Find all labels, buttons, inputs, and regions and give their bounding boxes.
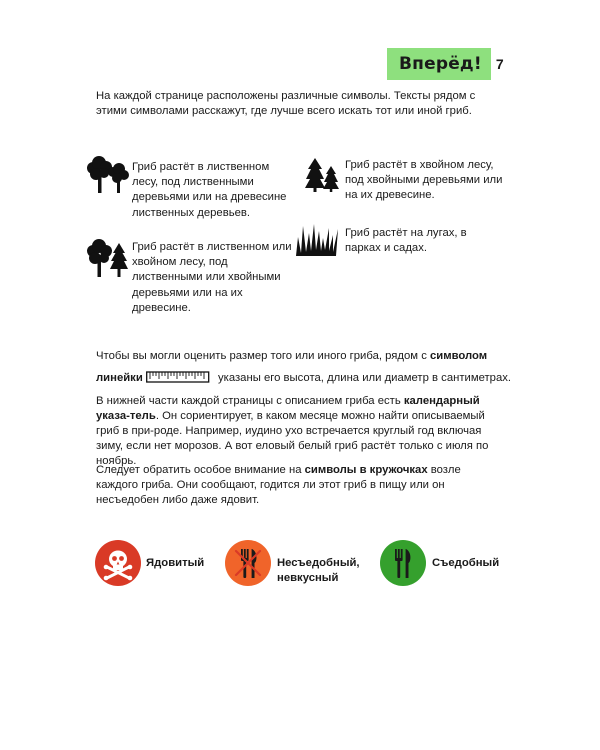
ruler-line2-bold: линейки [96, 372, 143, 384]
circles-text-bold: символы в кружочках [304, 464, 428, 476]
page-number: 7 [495, 56, 504, 72]
poisonous-badge [95, 540, 141, 586]
ruler-paragraph-line1 [96, 349, 516, 364]
page-header-badge [387, 48, 504, 80]
deciduous-trees-icon [85, 155, 131, 195]
circles-paragraph [96, 463, 500, 508]
calendar-text-suffix: . Он сориентирует, в каком месяце можно найти описываемый гриб в при-роде. Например, иудино ухо встречается круглый год включая зиму, если нет морозов. А вот еловый белый гриб растёт только с июля по ноябрь. [96, 410, 489, 467]
mixed-trees-icon [85, 238, 129, 278]
calendar-text-bold: календарный указа-тель [96, 395, 480, 422]
header-title: Вперёд! [399, 54, 482, 74]
circles-text-prefix: Следует обратить особое внимание на [96, 464, 305, 476]
calendar-text-prefix: В нижней части каждой страницы с описанием гриба есть [96, 395, 404, 407]
legend-mixed-text: Гриб растёт в лиственном или хвойном лесу, под лиственными или хвойными деревьями или на их древесине. [132, 241, 292, 314]
calendar-paragraph [96, 394, 500, 469]
conifer-trees-icon [305, 157, 341, 193]
poisonous-label: Ядовитый [146, 557, 205, 569]
edible-badge [380, 540, 426, 586]
ruler-line1-bold: символом [429, 350, 488, 362]
ruler-label [96, 371, 143, 386]
grass-icon [296, 223, 340, 257]
edible-label: Съедобный [432, 557, 500, 569]
fork-knife-icon [380, 540, 426, 586]
inedible-badge [225, 540, 271, 586]
ruler-line2-text: указаны его высота, длина или диаметр в сантиметрах. [218, 372, 512, 384]
legend-deciduous-text: Гриб растёт в лиственном лесу, под лиственными деревьями или на древесине лиственных деревьев. [132, 161, 287, 219]
legend-grass-text: Гриб растёт на лугах, в парках и садах. [345, 227, 467, 255]
ruler-icon [146, 370, 210, 384]
ruler-line1-text: Чтобы вы могли оценить размер того или иного гриба, рядом с [96, 350, 430, 362]
legend-conifer-text: Гриб растёт в хвойном лесу, под хвойными деревьями или на их древесине. [345, 159, 503, 202]
skull-crossbones-icon [95, 540, 141, 586]
intro-paragraph: На каждой странице расположены различные символы. Тексты рядом с этими символами расскажут, где лучше всего искать тот или иной гриб. [96, 90, 476, 117]
crossed-cutlery-icon [225, 540, 271, 586]
inedible-label: Несъедобный, невкусный [277, 557, 360, 584]
circles-text-suffix: возле каждого гриба. Они сообщают, годится ли этот гриб в пищу или он несъедобен либо даже ядовит. [96, 464, 461, 506]
